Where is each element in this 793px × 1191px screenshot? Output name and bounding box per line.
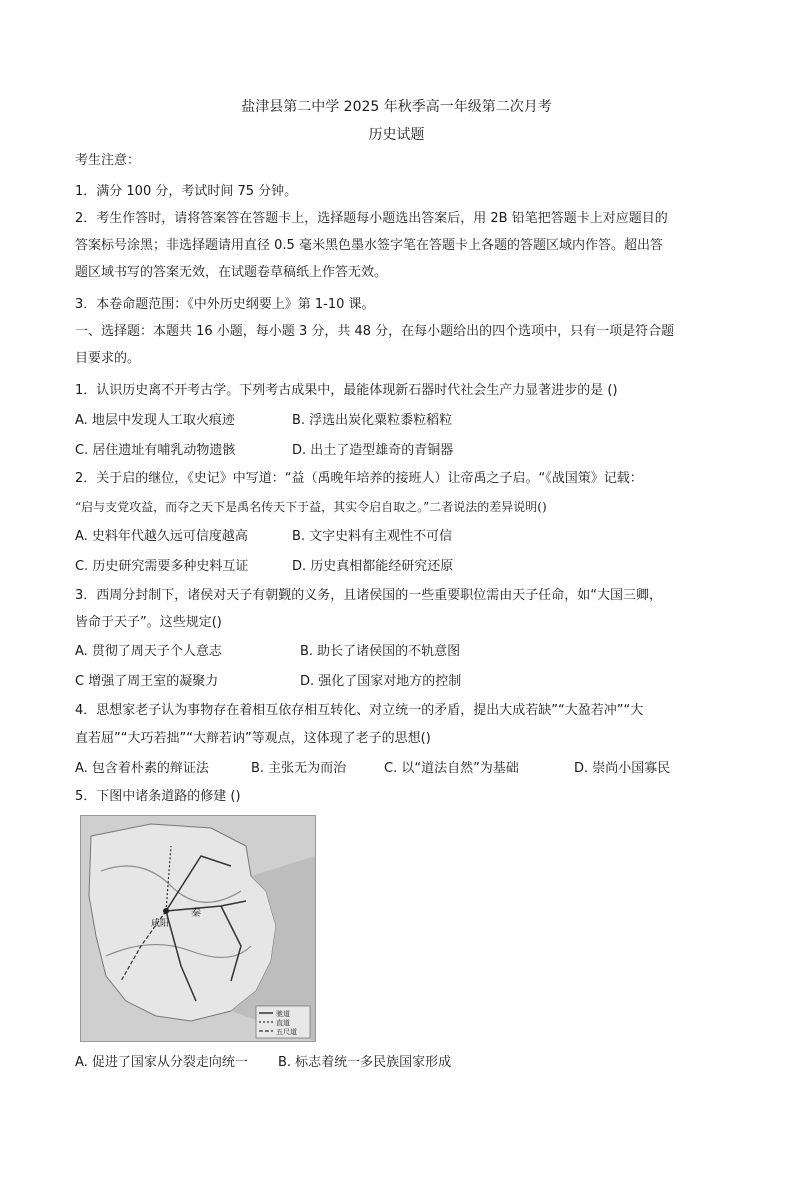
- map-graphic: [81, 816, 315, 1041]
- question-1-option-d: D. 出土了造型雄奇的青铜器: [292, 443, 454, 458]
- question-2-option-a: A. 史料年代越久远可信度越高: [75, 529, 248, 544]
- notice-item-2-line-1: 2．考生作答时，请将答案答在答题卡上，选择题每小题选出答案后，用 2B 铅笔把答题卡上对应题目的: [75, 211, 668, 226]
- legend-item-1: 驰道: [276, 1010, 290, 1018]
- question-5-stem: 5．下图中诸条道路的修建 (): [75, 789, 241, 804]
- question-5-option-b: B. 标志着统一多民族国家形成: [278, 1055, 452, 1070]
- notice-item-2-line-2: 答案标号涂黑；非选择题请用直径 0.5 毫米黑色墨水签字笔在答题卡上各题的答题区域内作答。超出答: [75, 238, 663, 253]
- notice-item-3: 3．本卷命题范围：《中外历史纲要上》第 1-10 课。: [75, 297, 375, 312]
- capital-marker: [163, 908, 169, 914]
- question-1-stem: 1．认识历史离不开考古学。下列考古成果中，最能体现新石器时代社会生产力显著进步的是 (): [75, 383, 618, 398]
- question-4-option-c: C. 以“道法自然”为基础: [384, 761, 519, 776]
- section-heading-line-2: 目要求的。: [75, 351, 141, 366]
- legend-item-3: 五尺道: [276, 1028, 297, 1036]
- exam-title: 盐津县第二中学 2025 年秋季高一年级第二次月考: [241, 99, 552, 115]
- question-4-stem-line-2: 直若屈”“大巧若拙”“大辩若讷”等观点，这体现了老子的思想(): [75, 731, 431, 746]
- question-1-option-a: A. 地层中发现人工取火痕迹: [75, 413, 235, 428]
- question-2-option-b: B. 文字史料有主观性不可信: [292, 529, 453, 544]
- question-4-option-b: B. 主张无为而治: [251, 761, 347, 776]
- qin-roads-map: [80, 815, 316, 1042]
- question-3-option-a: A. 贯彻了周天子个人意志: [75, 644, 222, 659]
- question-2-stem-line-2: “启与支党攻益，而夺之天下是禹名传天下于益，其实令启自取之。”二者说法的差异说明(): [75, 500, 547, 514]
- question-1-option-c: C. 居住遗址有哺乳动物遗骸: [75, 443, 236, 458]
- question-2-option-c: C. 历史研究需要多种史料互证: [75, 559, 249, 574]
- question-1-option-b: B. 浮选出炭化粟粒黍粒稻粒: [292, 413, 453, 428]
- question-4-option-a: A. 包含着朴素的辩证法: [75, 761, 209, 776]
- capital-label: 咸阳: [151, 919, 170, 929]
- exam-subtitle: 历史试题: [368, 127, 425, 143]
- question-3-stem-line-1: 3．西周分封制下，诸侯对天子有朝觐的义务，且诸侯国的一些重要职位需由天子任命，如“大国三卿，: [75, 588, 663, 603]
- question-3-option-c: C 增强了周王室的凝聚力: [75, 674, 219, 689]
- section-heading-line-1: 一、选择题：本题共 16 小题，每小题 3 分，共 48 分，在每小题给出的四个选项中，只有一项是符合题: [75, 324, 675, 339]
- notice-heading: 考生注意：: [75, 153, 141, 168]
- question-4-stem-line-1: 4．思想家老子认为事物存在着相互依存相互转化、对立统一的矛盾，提出大成若缺”“大盈若冲”“大: [75, 703, 644, 718]
- state-label: 秦: [191, 908, 201, 919]
- question-2-option-d: D. 历史真相都能经研究还原: [292, 559, 454, 574]
- question-3-option-d: D. 强化了国家对地方的控制: [300, 674, 462, 689]
- question-2-stem-line-1: 2．关于启的继位，《史记》中写道：“益（禹晚年培养的接班人）让帝禹之子启。“《战国策》记载：: [75, 471, 643, 486]
- notice-item-1: 1．满分 100 分，考试时间 75 分钟。: [75, 184, 298, 199]
- question-5-option-a: A. 促进了国家从分裂走向统一: [75, 1055, 248, 1070]
- question-3-option-b: B. 助长了诸侯国的不轨意图: [300, 644, 461, 659]
- question-3-stem-line-2: 皆命于天子”。这些规定(): [75, 615, 222, 630]
- legend-item-2: 直道: [276, 1019, 290, 1027]
- question-4-option-d: D. 崇尚小国寡民: [574, 761, 671, 776]
- notice-item-2-line-3: 题区域书写的答案无效，在试题卷草稿纸上作答无效。: [75, 265, 388, 280]
